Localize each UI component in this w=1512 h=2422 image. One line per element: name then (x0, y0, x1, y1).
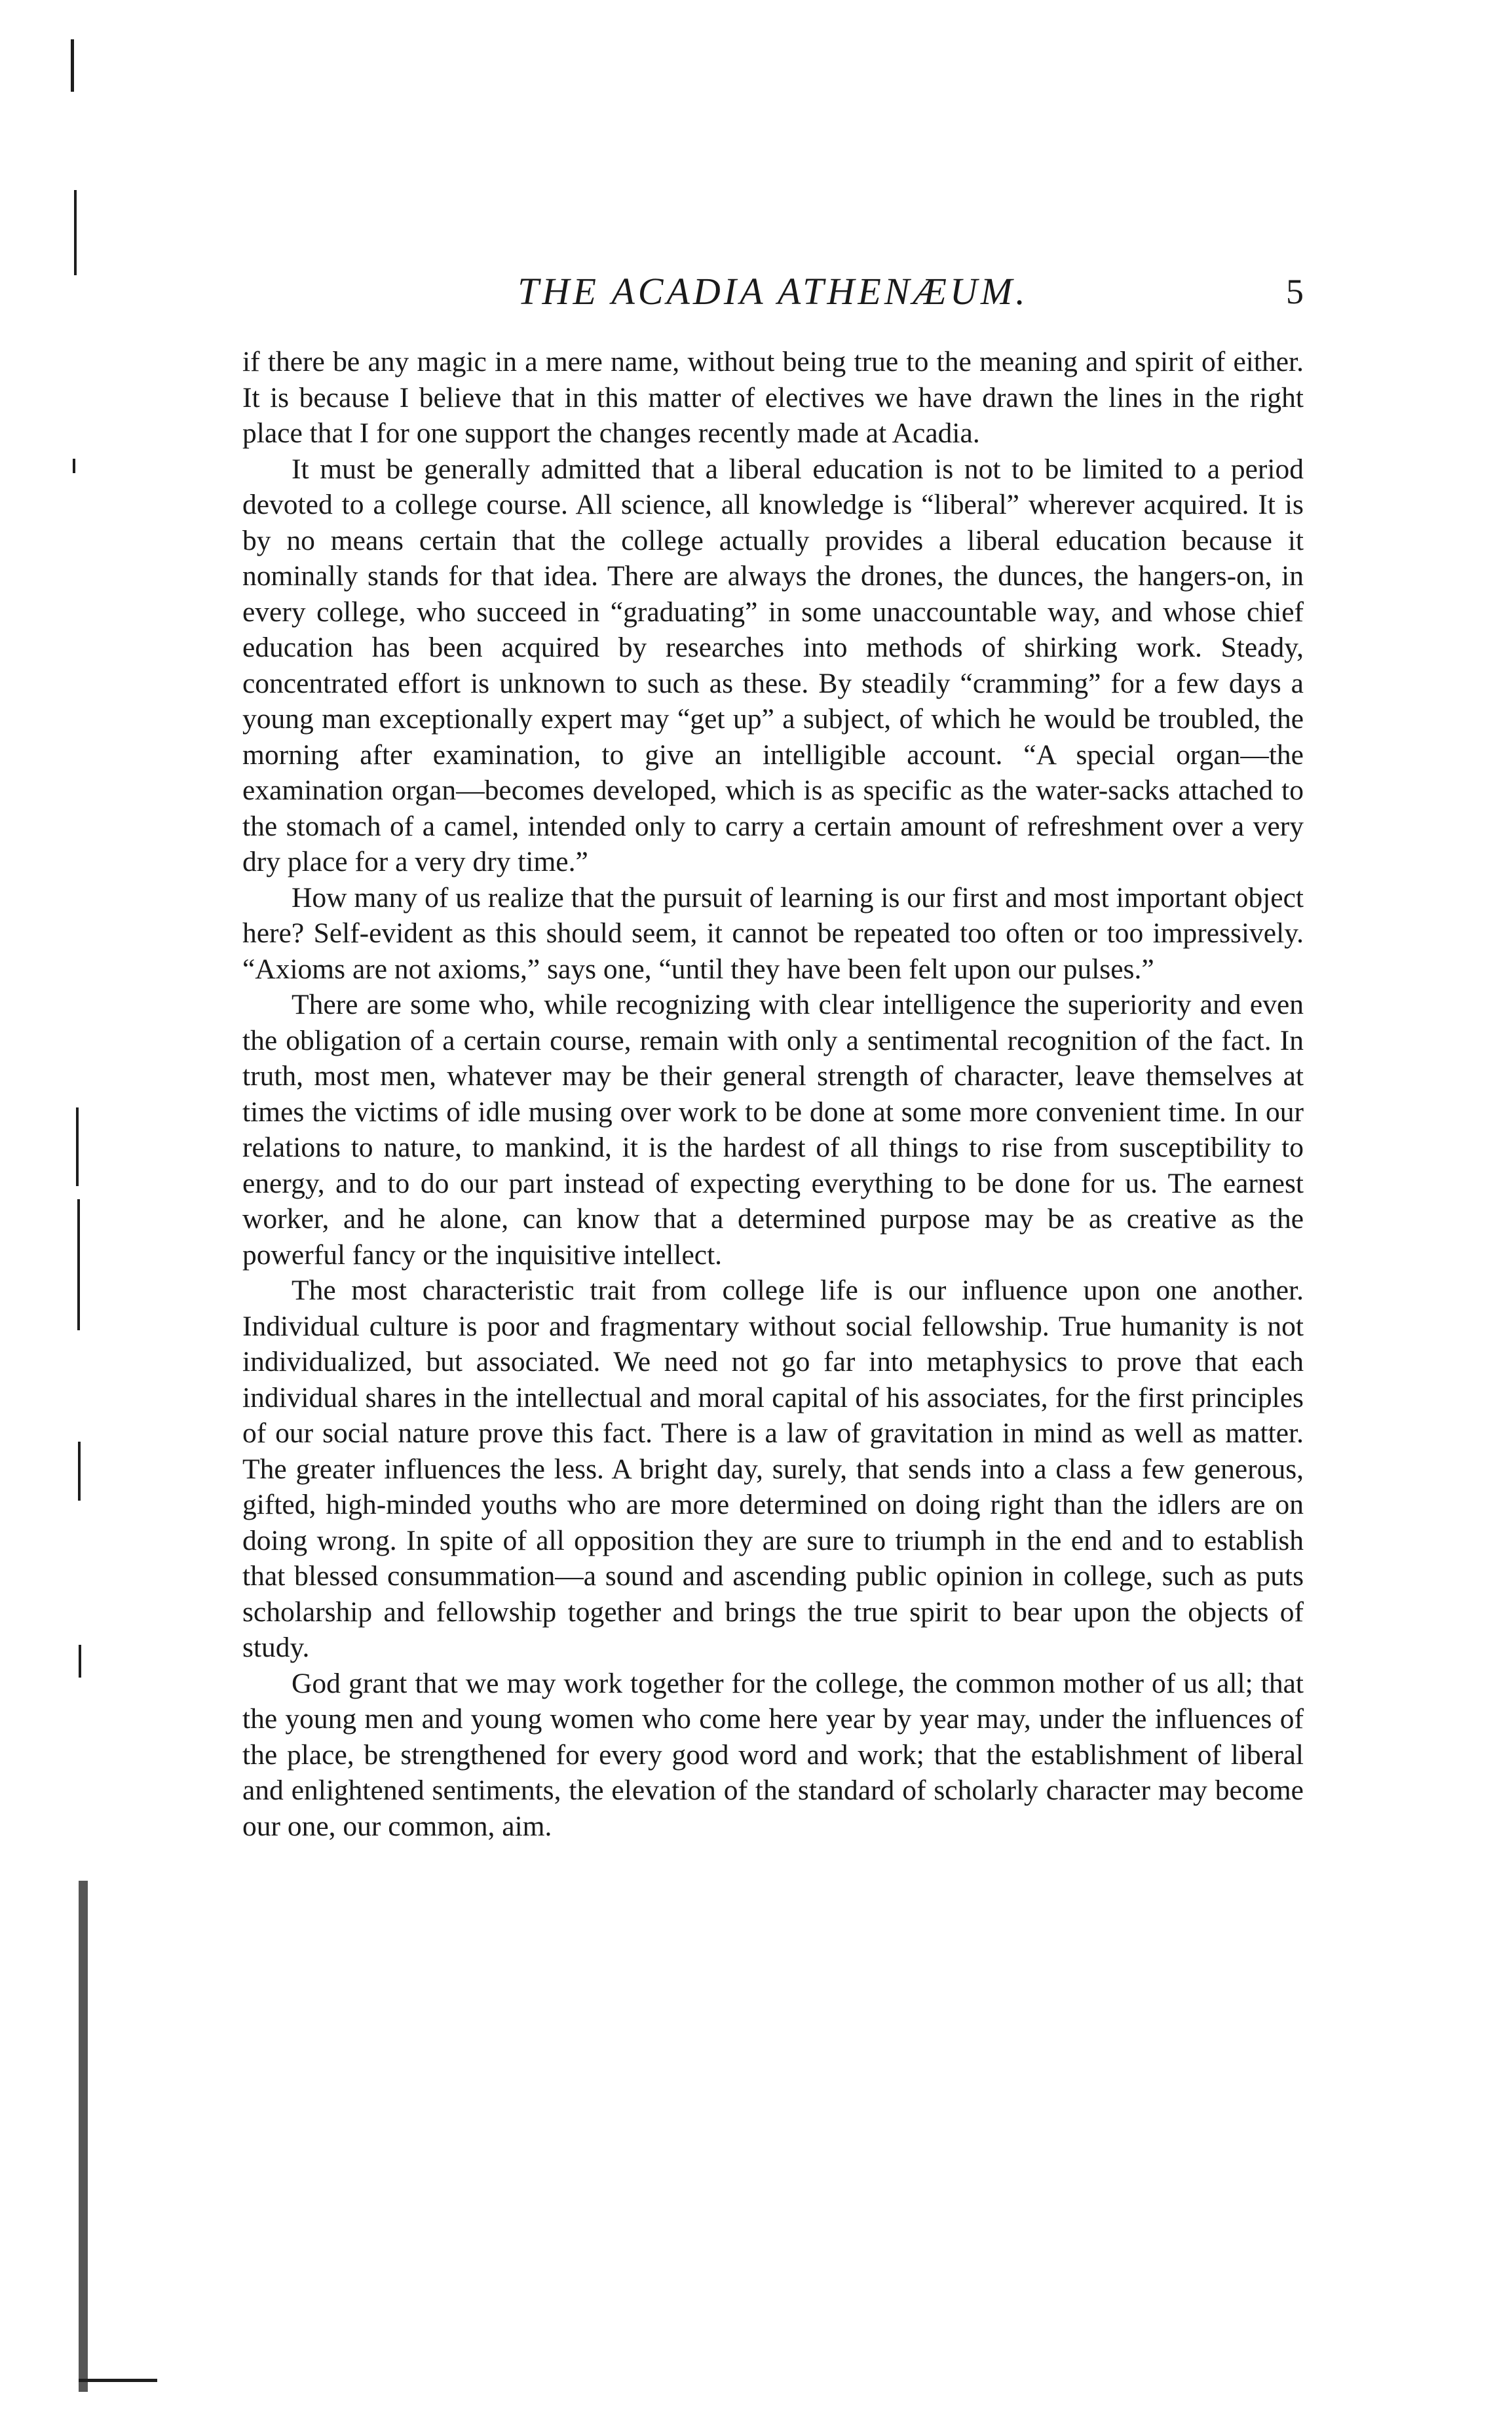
paragraph: The most characteristic trait from college life is our influence upon one another. Individual culture is poor and fragmentary without social fellowship. True humanity is not individualized, but associated. We need not go far into metaphysics to prove that each individual shares in the intellectual and moral capital of his associates, for the first principles of our social nature prove this fact. There is a law of gravitation in mind as well as matter. The greater influences the less. A bright day, surely, that sends into a class a few generous, gifted, high-minded youths who are more determined on doing right than the idlers are on doing wrong. In spite of all opposition they are sure to triumph in the end and to establish that blessed consummation—a sound and ascending public opinion in college, such as puts scholarship and fellowship together and brings the true spirit to bear upon the objects of study. (242, 1275, 1304, 1663)
binding-edge-mark (71, 39, 74, 92)
running-title: THE ACADIA ATHENÆUM. (518, 270, 1029, 313)
paragraph: It must be generally admitted that a liberal education is not to be limited to a period devoted to a college course. All science, all knowledge is “liberal” wherever acquired. It is by no means certain that the college actually provides a liberal education because it nominally stands for that idea. There are always the drones, the dunces, the hangers-on, in every college, who succeed in “graduating” in some unaccountable way, and whose chief education has been acquired by researches into methods of shirking work. Steady, concentrated effort is unknown to such as these. By steadily “cramming” for a few days a young man exceptionally expert may “get up” a subject, of which he would be troubled, the morning after examination, to give an intelligible account. “A special organ—the examination organ—becomes developed, which is as specific as the water-sacks attached to the stomach of a camel, intended only to carry a certain amount of refreshment over a very dry place for a very dry time.” (242, 453, 1304, 877)
page-header (242, 265, 1304, 318)
page-number: 5 (1286, 272, 1304, 311)
paragraph: if there be any magic in a mere name, without being true to the meaning and spirit of either. It is because I believe that in this matter of electives we have drawn the lines in the right place that I for one support the changes recently made at Acadia. (242, 346, 1304, 449)
binding-edge-mark (79, 1881, 88, 2392)
paragraph: There are some who, while recognizing with clear intelligence the superiority and even the obligation of a certain course, remain with only a sentimental recognition of the fact. In truth, most men, whatever may be their general strength of character, leave themselves at times the victims of idle musing over work to be done at some more convenient time. In our relations to nature, to mankind, it is the hardest of all things to rise from susceptibility to energy, and to do our part instead of expecting everything to be done for us. The earnest worker, and he alone, can know that a determined purpose may be as creative as the powerful fancy or the inquisitive intellect. (242, 989, 1304, 1271)
binding-edge-mark (76, 1107, 79, 1186)
binding-edge-mark (73, 459, 75, 473)
binding-edge-mark (74, 190, 77, 275)
article-body (242, 344, 1304, 1844)
binding-edge-mark (78, 1442, 81, 1501)
binding-edge-mark (79, 1645, 81, 1678)
paragraph: God grant that we may work together for the college, the common mother of us all; that the young men and young women who come here year by year may, under the influences of the place, be strengthened for every good word and work; that the establishment of liberal and enlightened sentiments, the elevation of the standard of scholarly character may become our one, our common, aim. (242, 1667, 1304, 1842)
binding-edge-mark (79, 2379, 157, 2382)
binding-edge-mark (77, 1199, 80, 1330)
paragraph: How many of us realize that the pursuit of learning is our first and most important object here? Self-evident as this should seem, it cannot be repeated too often or too impressively. “Axioms are not axioms,” says one, “until they have been felt upon our pulses.” (242, 881, 1304, 985)
